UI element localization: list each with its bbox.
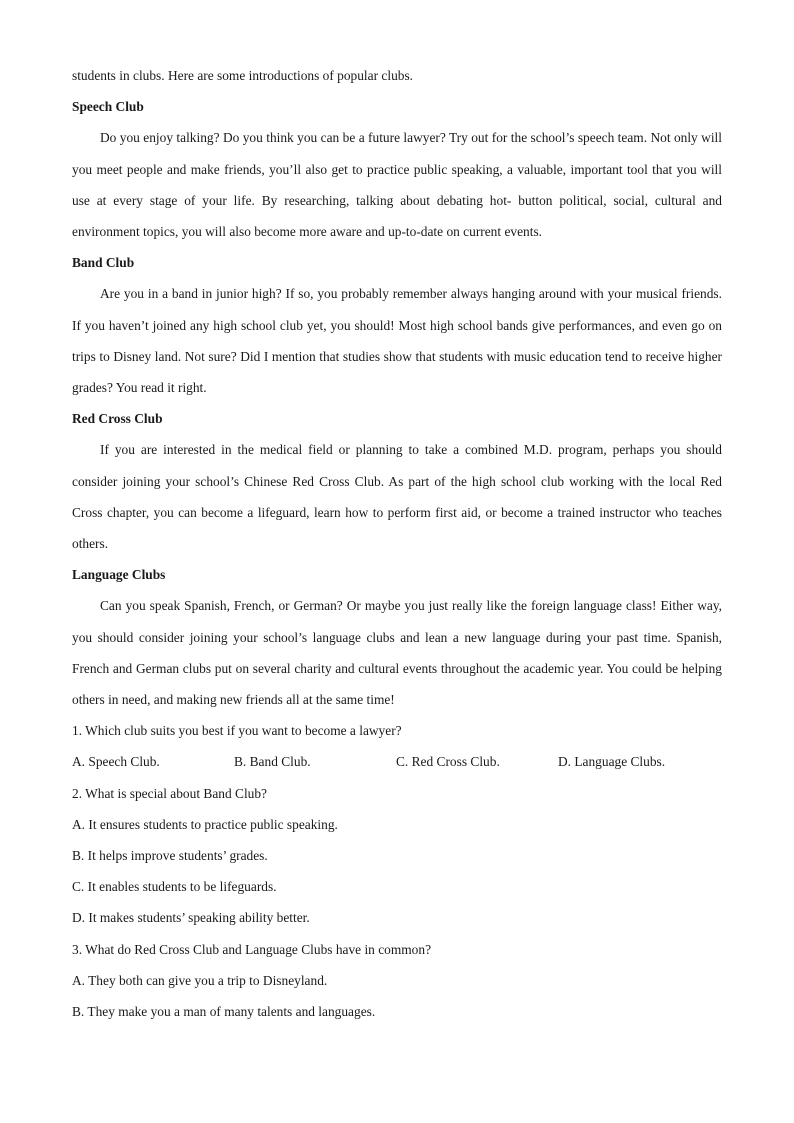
section-body: Are you in a band in junior high? If so, you probably remember always hanging around with your musical friends. If you haven’t joined any high school club yet, you should! Most high school bands give performances, and even go on trips to Disney land. Not sure? Did I mention that studies show that students with music education tend to receive higher grades? You read it right. (72, 286, 722, 396)
section-band-club (72, 247, 722, 403)
answer-option-b: B. Band Club. (234, 754, 311, 770)
section-title: Speech Club (72, 99, 144, 115)
intro-line: students in clubs. Here are some introductions of popular clubs. (72, 68, 414, 83)
section-body: Do you enjoy talking? Do you think you can be a future lawyer? Try out for the school’s speech team. Not only will you meet people and make friends, you’ll also get to practice public speaking, a valuable, important tool that you will use at every stage of your life. By researching, talking about debating hot- button political, social, cultural and environment topics, you will also become more aware and up-to-date on current events. (72, 130, 722, 240)
answer-option-b: B. It helps improve students’ grades. (72, 848, 268, 864)
answer-option-d: D. It makes students’ speaking ability better. (72, 910, 310, 926)
section-title: Language Clubs (72, 567, 166, 583)
answer-option-c: C. Red Cross Club. (396, 754, 500, 770)
answer-option-a: A. It ensures students to practice public speaking. (72, 816, 338, 832)
answer-options (72, 746, 722, 777)
section-title: Band Club (72, 255, 135, 271)
answer-option-b: B. They make you a man of many talents and languages. (72, 1004, 376, 1020)
question-stem: 1. Which club suits you best if you want to become a lawyer? (72, 723, 402, 739)
question-2 (72, 778, 722, 934)
answer-option-d: D. Language Clubs. (558, 754, 666, 770)
section-red-cross-club (72, 403, 722, 559)
section-body: If you are interested in the medical field or planning to take a combined M.D. program, perhaps you should consider joining your school’s Chinese Red Cross Club. As part of the high school club working with the local Red Cross chapter, you can become a lifeguard, learn how to perform first aid, or become a trained instructor who teaches others. (72, 442, 722, 552)
section-body: Can you speak Spanish, French, or German? Or maybe you just really like the foreign language class! Either way, you should consider joining your school’s language clubs and lean a new language during your past time. Spanish, French and German clubs put on several charity and cultural events throughout the academic year. You could be helping others in need, and making new friends all at the same time! (72, 598, 722, 708)
question-stem: 3. What do Red Cross Club and Language Clubs have in common? (72, 941, 432, 957)
question-1 (72, 715, 722, 777)
answer-option-a: A. Speech Club. (72, 754, 160, 770)
document-page (72, 60, 722, 1027)
answer-option-c: C. It enables students to be lifeguards. (72, 879, 277, 895)
section-language-clubs (72, 559, 722, 715)
question-stem: 2. What is special about Band Club? (72, 785, 267, 801)
section-speech-club (72, 91, 722, 247)
answer-option-a: A. They both can give you a trip to Disneyland. (72, 972, 328, 988)
section-title: Red Cross Club (72, 411, 163, 427)
question-3 (72, 934, 722, 1028)
